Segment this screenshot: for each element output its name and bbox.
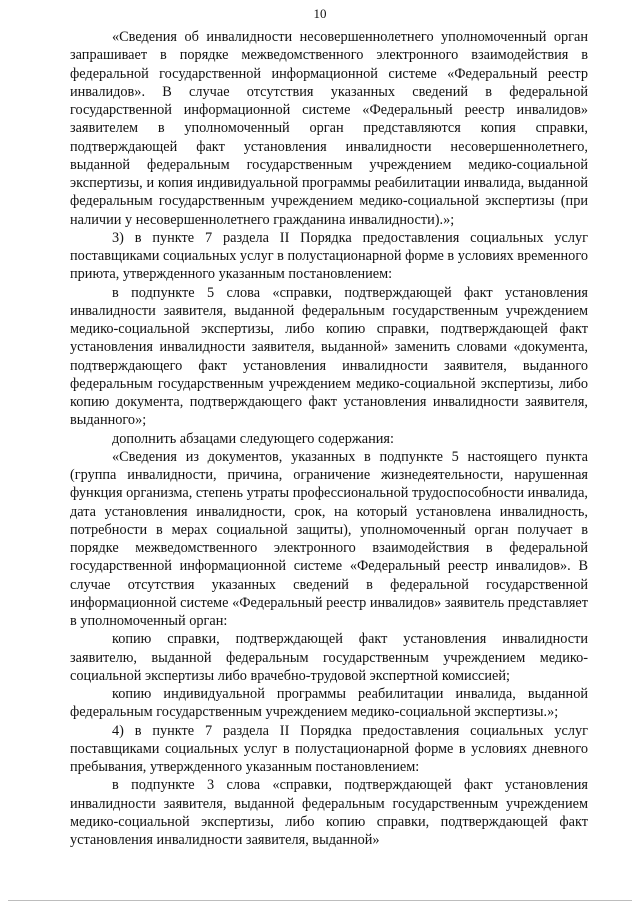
paragraph-4: дополнить абзацами следующего содержания: — [112, 430, 394, 447]
paragraph-6: копию справки, подтверждающей факт установления инвалидности заявителю, выданной федеральным государственным учреждением медико-социальной экспертизы либо врачебно-трудовой экспертной комиссией; — [70, 631, 588, 684]
document-body — [70, 28, 588, 849]
paragraph-9: в подпункте 3 слова «справки, подтверждающей факт установления инвалидности заявителя, выданной федеральным государственным учреждением медико-социальной экспертизы, либо копию справки, подтверждающей факт установления инвалидности заявителя, выданной» — [70, 777, 588, 848]
paragraph-1: «Сведения об инвалидности несовершеннолетнего уполномоченный орган запрашивает в порядке межведомственного электронного взаимодействия в федеральной государственной информационной системе «Федеральный реестр инвалидов». В случае отсутствия указанных сведений в федеральной государственной информационной системе «Федеральный реестр инвалидов» заявителем в уполномоченный орган представляются копия справки, подтверждающей факт установления инвалидности несовершеннолетнего, выданной федеральным государственным учреждением медико-социальной экспертизы, и копия индивидуальной программы реабилитации инвалида, выданной федеральным государственным учреждением медико-социальной экспертизы (при наличии у несовершеннолетнего гражданина инвалидности).»; — [70, 29, 588, 228]
scan-edge-line — [8, 900, 632, 901]
page-number: 10 — [313, 6, 327, 21]
paragraph-2: 3) в пункте 7 раздела II Порядка предоставления социальных услуг поставщиками социальных услуг в полустационарной форме в условиях временного приюта, утвержденного указанным постановлением: — [70, 229, 588, 283]
paragraph-8: 4) в пункте 7 раздела II Порядка предоставления социальных услуг поставщиками социальных услуг в полустационарной форме в условиях дневного пребывания, утвержденного указанным постановлением: — [70, 722, 588, 775]
paragraph-3: в подпункте 5 слова «справки, подтверждающей факт установления инвалидности заявителя, выданной федеральным государственным учреждением медико-социальной экспертизы, либо копию справки, подтверждающей факт установления инвалидности заявителя, выданной» заменить словами «документа, подтверждающего факт установления инвалидности заявителя, выданного федеральным государственным учреждением медико-социальной экспертизы, либо копию документа, подтверждающего факт установления инвалидности заявителя, выданного»; — [70, 284, 588, 429]
paragraph-7: копию индивидуальной программы реабилитации инвалида, выданной федеральным государственным учреждением медико-социальной экспертизы.»; — [70, 686, 588, 721]
paragraph-5: «Сведения из документов, указанных в подпункте 5 настоящего пункта (группа инвалидности, причина, ограничение жизнедеятельности, нарушенная функция организма, степень утраты профессиональной трудоспособности инвалида, дата установления инвалидности, срок, на который установлена инвалидность, потребности в мерах социальной защиты), уполномоченный орган получает в порядке межведомственного электронного взаимодействия в федеральной государственной информационной системе «Федеральный реестр инвалидов». В случае отсутствия указанных сведений в федеральной государственной информационной системе «Федеральный реестр инвалидов» заявитель представляет в уполномоченный орган: — [70, 448, 588, 629]
